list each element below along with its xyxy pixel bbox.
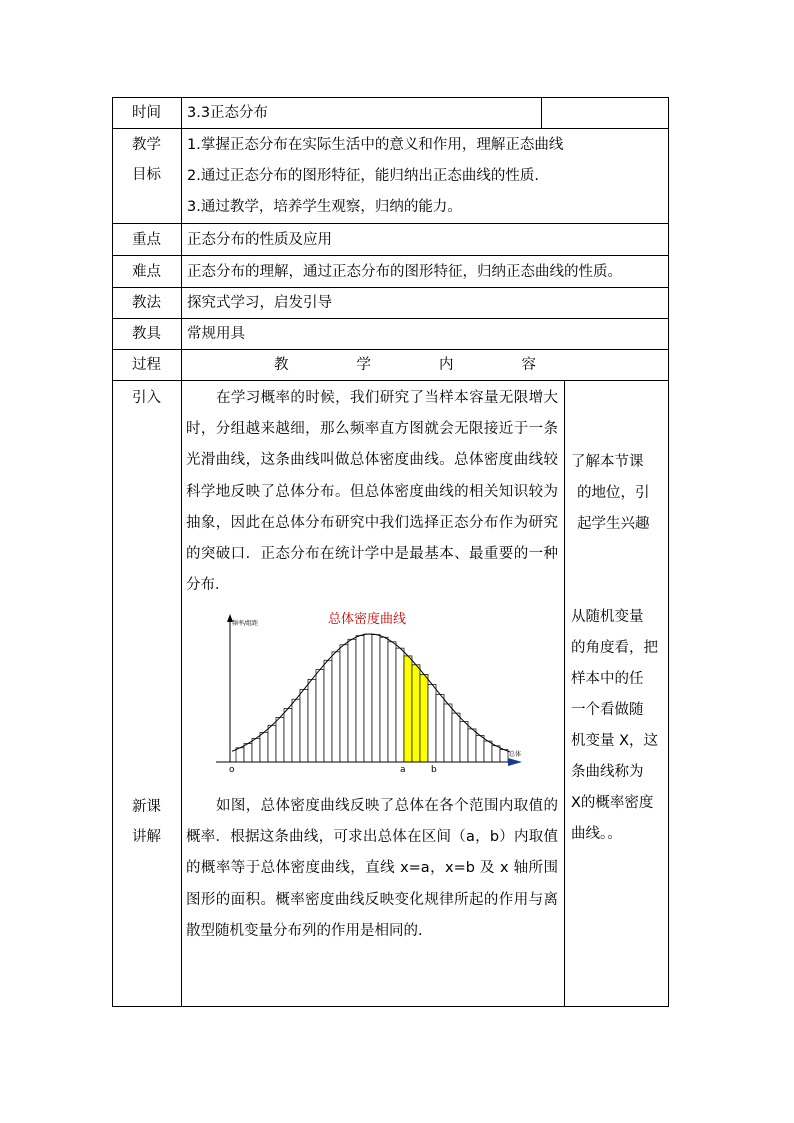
side-note-line: 起学生兴趣 bbox=[577, 516, 650, 532]
process-header-char: 学 bbox=[356, 357, 371, 373]
highlighted-bar bbox=[412, 665, 420, 762]
time-row-divider bbox=[541, 97, 542, 129]
process-header-char: 内 bbox=[439, 357, 454, 373]
side-note-line: 机变量 X，这 bbox=[571, 733, 659, 749]
a-marker-label: a bbox=[400, 765, 406, 775]
histogram-bars bbox=[236, 634, 508, 762]
side-note-line: 的地位，引 bbox=[577, 485, 650, 501]
objectives-label-line1: 教学 bbox=[132, 137, 161, 153]
new-lesson-side-note bbox=[571, 602, 663, 850]
row-divider bbox=[112, 223, 669, 224]
table-border-bottom bbox=[112, 1006, 669, 1007]
side-note-line: 一个看做随 bbox=[571, 702, 644, 718]
x-axis-arrow bbox=[508, 758, 522, 766]
histogram-bar bbox=[260, 732, 268, 762]
side-note-line: X的概率密度 bbox=[571, 795, 654, 811]
density-curve-figure bbox=[212, 606, 532, 776]
histogram-bar bbox=[236, 748, 244, 762]
histogram-bar bbox=[428, 684, 436, 762]
tools-value: 常规用具 bbox=[187, 326, 245, 342]
methods-value: 探究式学习，启发引导 bbox=[187, 295, 332, 311]
side-note-line: 的角度看，把 bbox=[571, 640, 658, 656]
histogram-bar bbox=[268, 725, 276, 762]
process-label: 过程 bbox=[132, 357, 161, 373]
x-axis-label: 总体 bbox=[509, 751, 522, 758]
histogram-bar bbox=[332, 652, 340, 762]
row-divider bbox=[112, 128, 669, 129]
histogram-bar bbox=[348, 639, 356, 762]
histogram-bar bbox=[316, 670, 324, 762]
intro-paragraph: 在学习概率的时候，我们研究了当样本容量无限增大时，分组越来越细，那么频率直方图就会无限接近于一条光滑曲线，这条曲线叫做总体密度曲线。总体密度曲线较科学地反映了总体分布。但总体密度曲线的相关知识较为抽象，因此在总体分布研究中我们选择正态分布作为研究的突破口．正态分布在统计学中是最基本、最重要的一种分布． bbox=[186, 390, 558, 594]
histogram-bar bbox=[452, 713, 460, 762]
objective-item: 3.通过教学，培养学生观察，归纳的能力。 bbox=[187, 199, 462, 215]
new-lesson-paragraph: 如图，总体密度曲线反映了总体在各个范围内取值的概率．根据这条曲线，可求出总体在区间（a，b）内取值的概率等于总体密度曲线，直线 x=a，x=b 及 x 轴所围图形的面积。概率密度曲线反映变化规律所起的作用与离散型随机变量分布列的作用是相同的. bbox=[186, 798, 558, 939]
histogram-bar bbox=[444, 704, 452, 762]
notes-column-divider bbox=[564, 380, 565, 1007]
histogram-bar bbox=[476, 735, 484, 762]
histogram-bar bbox=[388, 642, 396, 762]
histogram-bar bbox=[244, 744, 252, 762]
new-lesson-label-line1: 新课 bbox=[132, 799, 161, 815]
side-note-line: 了解本节课 bbox=[571, 454, 644, 470]
histogram-bar bbox=[340, 645, 348, 762]
figure-title: 总体密度曲线 bbox=[327, 612, 407, 627]
histogram-bar bbox=[396, 648, 404, 762]
process-header-char: 容 bbox=[521, 357, 536, 373]
new-lesson-label-line2: 讲解 bbox=[132, 829, 161, 845]
side-note-line: 样本中的任 bbox=[571, 671, 644, 687]
histogram-bar bbox=[252, 738, 260, 762]
objective-item: 2.通过正态分布的图形特征，能归纳出正态曲线的性质. bbox=[187, 168, 539, 184]
key-points-value: 正态分布的性质及应用 bbox=[187, 232, 332, 248]
histogram-bar bbox=[460, 721, 468, 762]
histogram-bar bbox=[372, 635, 380, 762]
histogram-bar bbox=[276, 717, 284, 762]
row-divider bbox=[112, 380, 669, 381]
y-axis-label: 频率/组距 bbox=[232, 620, 259, 627]
histogram-bar bbox=[468, 729, 476, 762]
histogram-bar bbox=[308, 679, 316, 762]
highlighted-bar bbox=[420, 674, 428, 762]
table-border-right bbox=[668, 97, 669, 1007]
histogram-bar bbox=[324, 660, 332, 762]
row-divider bbox=[112, 318, 669, 319]
histogram-bar bbox=[300, 689, 308, 762]
histogram-bar bbox=[292, 699, 300, 762]
histogram-bar bbox=[484, 741, 492, 762]
difficulties-value: 正态分布的理解，通过正态分布的图形特征，归纳正态曲线的性质。 bbox=[187, 264, 622, 280]
objective-item: 1.掌握正态分布在实际生活中的意义和作用，理解正态曲线 bbox=[187, 137, 564, 153]
histogram-bar bbox=[500, 750, 508, 762]
side-note-line: 条曲线称为 bbox=[571, 764, 644, 780]
side-note-line: 从随机变量 bbox=[571, 609, 644, 625]
histogram-bar bbox=[356, 636, 364, 762]
process-header bbox=[240, 355, 570, 375]
methods-label: 教法 bbox=[132, 295, 161, 311]
time-value: 3.3正态分布 bbox=[187, 105, 269, 121]
key-points-label: 重点 bbox=[132, 232, 161, 248]
label-column-divider bbox=[181, 97, 182, 1007]
histogram-bar bbox=[492, 746, 500, 762]
highlighted-bar bbox=[404, 656, 412, 762]
origin-label: o bbox=[229, 765, 235, 775]
b-marker-label: b bbox=[431, 765, 437, 775]
time-label: 时间 bbox=[132, 105, 161, 121]
histogram-bar bbox=[436, 694, 444, 762]
row-divider bbox=[112, 255, 669, 256]
side-note-line: 曲线。。 bbox=[571, 826, 622, 842]
intro-label: 引入 bbox=[132, 390, 161, 406]
difficulties-label: 难点 bbox=[132, 264, 161, 280]
process-header-char: 教 bbox=[274, 357, 289, 373]
table-border-top bbox=[112, 97, 669, 98]
tools-label: 教具 bbox=[132, 326, 161, 342]
objectives-label-line2: 目标 bbox=[132, 167, 161, 183]
histogram-bar bbox=[380, 637, 388, 762]
intro-side-note bbox=[571, 447, 663, 540]
histogram-bar bbox=[364, 634, 372, 762]
histogram-bar bbox=[284, 709, 292, 762]
row-divider bbox=[112, 287, 669, 288]
row-divider bbox=[112, 349, 669, 350]
